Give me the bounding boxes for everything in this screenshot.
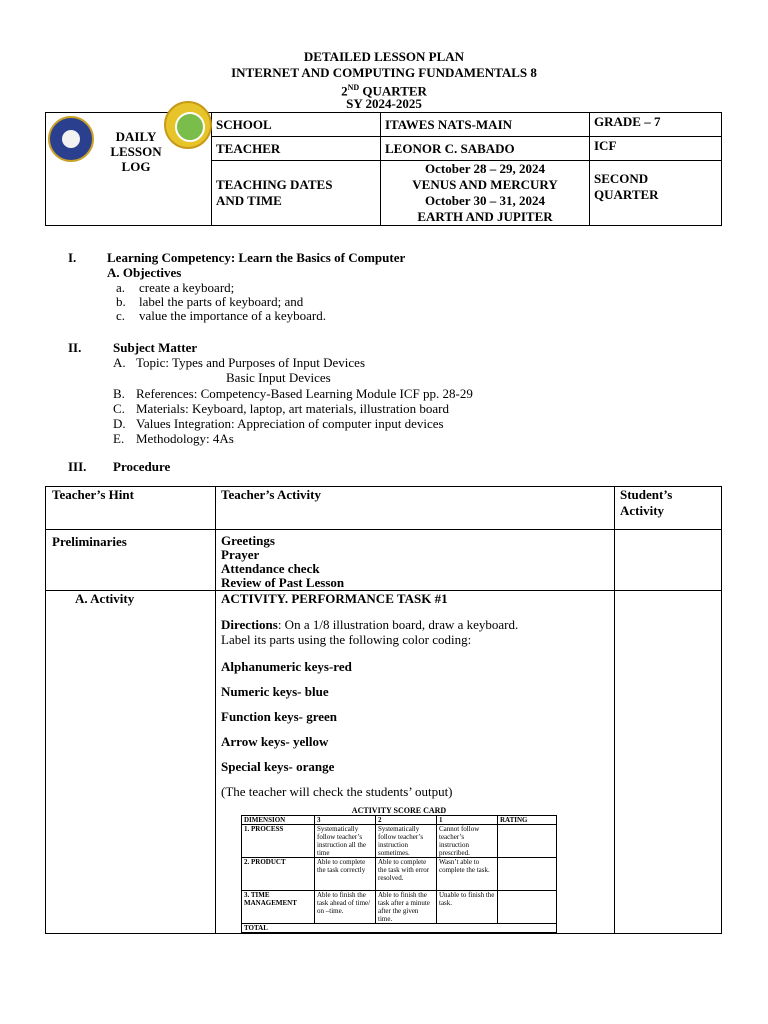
col-header-hint: Teacher’s Hint bbox=[46, 487, 216, 530]
subject-matter-item: Methodology: 4As bbox=[136, 431, 234, 446]
preliminaries-student bbox=[615, 530, 722, 591]
activity-student bbox=[615, 591, 722, 934]
score-card-criterion: Able to complete the task with error resolved. bbox=[376, 858, 437, 891]
score-card-criterion: Wasn’t able to complete the task. bbox=[437, 858, 498, 891]
score-card-rating bbox=[498, 858, 557, 891]
section-2-title: Subject Matter bbox=[113, 340, 198, 355]
score-card-criterion: Systematically follow teacher’s instruction all the time bbox=[315, 825, 376, 858]
prelim-item: Greetings bbox=[221, 533, 275, 548]
teacher-label: TEACHER bbox=[212, 137, 381, 161]
section-3-number: III. bbox=[68, 459, 87, 474]
objective-item: label the parts of keyboard; and bbox=[139, 294, 304, 309]
score-card-dimension: 1. PROCESS bbox=[242, 825, 315, 858]
objectives-heading: A. Objectives bbox=[107, 265, 182, 280]
school-label: SCHOOL bbox=[212, 113, 381, 137]
color-code-item: Function keys- green bbox=[221, 709, 338, 724]
score-card-header: 2 bbox=[376, 816, 437, 825]
teacher-check-note: (The teacher will check the students’ output) bbox=[221, 784, 453, 799]
section-1-number: I. bbox=[68, 250, 77, 265]
score-card-total: TOTAL bbox=[242, 924, 557, 933]
prelim-item: Attendance check bbox=[221, 561, 320, 576]
objective-item: create a keyboard; bbox=[139, 280, 235, 295]
subject-matter-marker: D. bbox=[113, 416, 126, 431]
score-card-dimension: 3. TIME MANAGEMENT bbox=[242, 891, 315, 924]
score-card-criterion: Able to finish the task ahead of time/ on –time. bbox=[315, 891, 376, 924]
preliminaries-activity bbox=[216, 530, 615, 591]
score-card-criterion: Systematically follow teacher’s instruction sometimes. bbox=[376, 825, 437, 858]
color-code-item: Numeric keys- blue bbox=[221, 684, 329, 699]
score-card-dimension: 2. PRODUCT bbox=[242, 858, 315, 891]
score-card-header: RATING bbox=[498, 816, 557, 825]
subject-matter-marker: B. bbox=[113, 386, 125, 401]
color-code-item: Alphanumeric keys-red bbox=[221, 659, 352, 674]
activity-hint: A. Activity bbox=[46, 591, 216, 934]
doc-subject: INTERNET AND COMPUTING FUNDAMENTALS 8 bbox=[231, 65, 537, 80]
activity-score-card bbox=[241, 806, 557, 933]
section-3-title: Procedure bbox=[113, 459, 171, 474]
doc-title: DETAILED LESSON PLAN bbox=[303, 49, 465, 64]
prelim-item: Prayer bbox=[221, 547, 260, 562]
subject-matter-item: Values Integration: Appreciation of computer input devices bbox=[136, 416, 444, 431]
score-card-criterion: Able to complete the task correctly bbox=[315, 858, 376, 891]
procedure-table bbox=[45, 486, 722, 934]
subject-matter-item: References: Competency-Based Learning Module ICF pp. 28-29 bbox=[136, 386, 473, 401]
header-info-table bbox=[45, 112, 722, 226]
subject-value: ICF bbox=[590, 137, 722, 161]
grade-value: GRADE – 7 bbox=[590, 113, 722, 137]
score-card-criterion: Able to finish the task after a minute after the given time. bbox=[376, 891, 437, 924]
quarter-value: SECOND QUARTER bbox=[590, 161, 722, 226]
col-header-activity: Teacher’s Activity bbox=[216, 487, 615, 530]
subject-matter-item: Basic Input Devices bbox=[226, 370, 331, 385]
teaching-dates-label: TEACHING DATES AND TIME bbox=[212, 161, 381, 226]
score-card-criterion: Cannot follow teacher’s instruction prescribed. bbox=[437, 825, 498, 858]
subject-matter-marker: E. bbox=[113, 431, 125, 446]
school-value: ITAWES NATS-MAIN bbox=[381, 113, 590, 137]
logo-cell bbox=[46, 113, 212, 226]
score-card-header: 1 bbox=[437, 816, 498, 825]
color-code-item: Special keys- orange bbox=[221, 759, 335, 774]
subject-matter-marker: A. bbox=[113, 355, 126, 370]
objective-marker: a. bbox=[116, 280, 126, 295]
objective-marker: c. bbox=[116, 308, 126, 323]
prelim-item: Review of Past Lesson bbox=[221, 575, 345, 590]
doc-school-year: SY 2024-2025 bbox=[346, 96, 422, 111]
score-card-rating bbox=[498, 891, 557, 924]
color-code-item: Arrow keys- yellow bbox=[221, 734, 329, 749]
score-card-header: DIMENSION bbox=[242, 816, 315, 825]
activity-content bbox=[216, 591, 615, 934]
doc-quarter: 2ND QUARTER bbox=[341, 83, 427, 99]
subject-matter-item: Topic: Types and Purposes of Input Devices bbox=[136, 355, 366, 370]
teaching-dates-value: October 28 – 29, 2024 VENUS AND MERCURY October 30 – 31, 2024 EARTH AND JUPITER bbox=[381, 161, 590, 226]
col-header-student: Student’s Activity bbox=[615, 487, 722, 530]
subject-matter-marker: C. bbox=[113, 401, 125, 416]
score-card-title: ACTIVITY SCORE CARD bbox=[351, 806, 447, 815]
objective-item: value the importance of a keyboard. bbox=[139, 308, 326, 323]
deped-seal-icon bbox=[48, 116, 94, 162]
teacher-value: LEONOR C. SABADO bbox=[381, 137, 590, 161]
daily-lesson-log-label: DAILY LESSON LOG bbox=[110, 129, 162, 174]
section-2-number: II. bbox=[68, 340, 82, 355]
activity-directions: Directions: On a 1/8 illustration board, draw a keyboard. Label its parts using the following color coding: bbox=[221, 617, 519, 647]
score-card-header: 3 bbox=[315, 816, 376, 825]
score-card-criterion: Unable to finish the task. bbox=[437, 891, 498, 924]
score-card-rating bbox=[498, 825, 557, 858]
activity-title: ACTIVITY. PERFORMANCE TASK #1 bbox=[221, 591, 448, 606]
objective-marker: b. bbox=[116, 294, 126, 309]
score-card-table bbox=[241, 815, 557, 933]
preliminaries-hint: Preliminaries bbox=[46, 530, 216, 591]
subject-matter-item: Materials: Keyboard, laptop, art materials, illustration board bbox=[136, 401, 449, 416]
section-1-title: Learning Competency: Learn the Basics of Computer bbox=[107, 250, 406, 265]
